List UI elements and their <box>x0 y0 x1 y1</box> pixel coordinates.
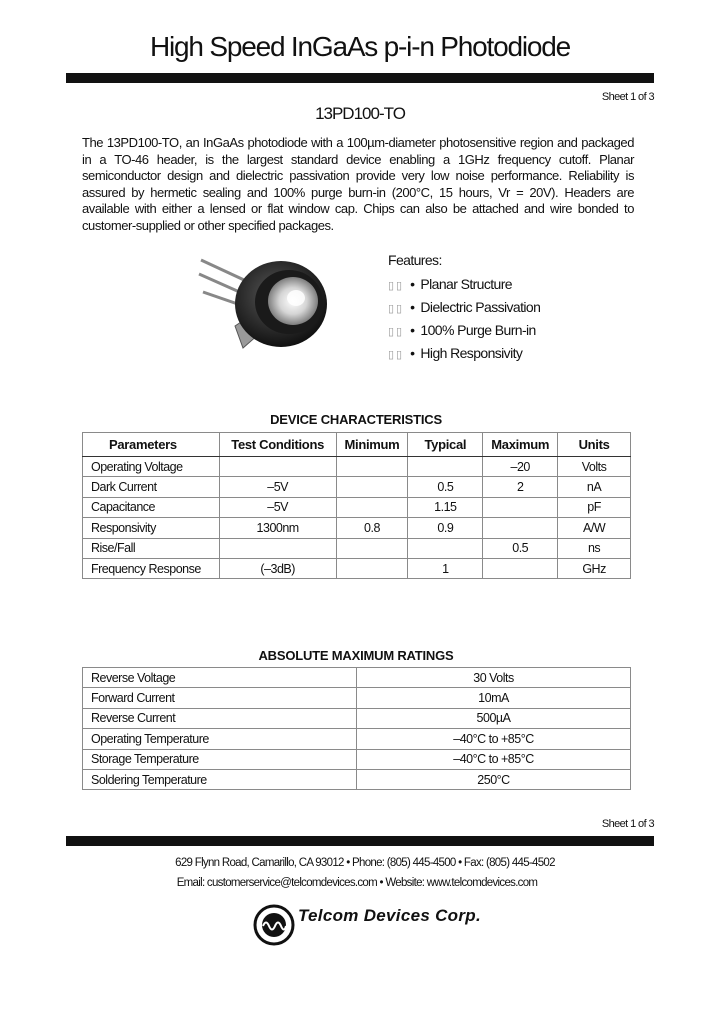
device-characteristics-title: DEVICE CHARACTERISTICS <box>270 412 442 427</box>
table-cell: A/W <box>558 518 631 538</box>
footer-sheet-indicator: Sheet 1 of 3 <box>601 818 654 830</box>
table-cell <box>336 558 408 578</box>
table-cell: 10mA <box>357 688 631 708</box>
checkbox-placeholder-icon: ▯▯ <box>388 280 405 292</box>
document-title: High Speed InGaAs p-i-n Photodiode <box>150 31 570 62</box>
feature-item: ▯▯ • 100% Purge Burn-in <box>388 322 536 338</box>
table-row <box>83 538 631 558</box>
table-cell: –40°C to +85°C <box>357 749 631 769</box>
company-name: Telcom Devices Corp. <box>298 906 481 925</box>
table-row <box>83 518 631 538</box>
table-cell: Reverse Voltage <box>83 668 357 688</box>
table-cell <box>219 538 336 558</box>
table-cell: 0.5 <box>483 538 558 558</box>
table-cell: –20 <box>483 457 558 477</box>
table-cell: 1 <box>408 558 483 578</box>
column-header: Test Conditions <box>219 433 336 457</box>
table-row <box>83 558 631 578</box>
bullet-icon: • <box>410 322 415 338</box>
bullet-icon: • <box>410 299 415 315</box>
table-cell <box>219 457 336 477</box>
column-header: Minimum <box>336 433 408 457</box>
table-cell: 1.15 <box>408 497 483 517</box>
table-cell <box>336 457 408 477</box>
column-header: Parameters <box>83 433 220 457</box>
features-list <box>388 275 540 367</box>
table-cell: 2 <box>483 477 558 497</box>
absolute-maximum-ratings-table <box>82 667 631 790</box>
bullet-icon: • <box>410 276 415 292</box>
company-address: 629 Flynn Road, Camarillo, CA 93012 • Phone: (805) 445-4500 • Fax: (805) 445-4502 <box>175 857 555 869</box>
table-cell: GHz <box>558 558 631 578</box>
table-cell: Operating Temperature <box>83 729 357 749</box>
part-number: 13PD100-TO <box>315 104 405 123</box>
table-cell: Soldering Temperature <box>83 769 357 789</box>
table-cell: Dark Current <box>83 477 220 497</box>
feature-item: ▯▯ • High Responsivity <box>388 345 523 361</box>
table-cell: 1300nm <box>219 518 336 538</box>
table-cell <box>336 477 408 497</box>
table-cell <box>336 497 408 517</box>
table-cell <box>408 457 483 477</box>
features-heading: Features: <box>388 252 442 268</box>
table-cell: –5V <box>219 497 336 517</box>
checkbox-placeholder-icon: ▯▯ <box>388 349 405 361</box>
column-header: Units <box>558 433 631 457</box>
bullet-icon: • <box>410 345 415 361</box>
table-cell: Forward Current <box>83 688 357 708</box>
bottom-divider <box>66 836 654 846</box>
table-cell <box>408 538 483 558</box>
sheet-indicator: Sheet 1 of 3 <box>601 91 654 103</box>
table-row <box>83 708 631 728</box>
table-cell <box>336 538 408 558</box>
device-characteristics-table <box>82 432 631 579</box>
company-contact: Email: customerservice@telcomdevices.com • Website: www.telcomdevices.com <box>176 877 538 889</box>
checkbox-placeholder-icon: ▯▯ <box>388 326 405 338</box>
table-row <box>83 668 631 688</box>
table-cell: Volts <box>558 457 631 477</box>
table-cell: Capacitance <box>83 497 220 517</box>
table-cell: –5V <box>219 477 336 497</box>
table-cell: Rise/Fall <box>83 538 220 558</box>
table-cell: Reverse Current <box>83 708 357 728</box>
table-cell: Operating Voltage <box>83 457 220 477</box>
table-cell: Frequency Response <box>83 558 220 578</box>
table-cell: –40°C to +85°C <box>357 729 631 749</box>
table-cell <box>483 497 558 517</box>
table-row <box>83 497 631 517</box>
checkbox-placeholder-icon: ▯▯ <box>388 303 405 315</box>
table-cell: (–3dB) <box>219 558 336 578</box>
table-row <box>83 477 631 497</box>
absolute-maximum-ratings-title: ABSOLUTE MAXIMUM RATINGS <box>258 648 454 663</box>
intro-paragraph: The 13PD100-TO, an InGaAs photodiode with a 100µm-diameter photosensitive region and packaged in a TO-46 header, is the largest standard device enabling a 1GHz frequency cutoff. Planar semiconductor design and dielectric passivation provide very low noise performance. Reliability is assured by hermetic sealing and 100% purge burn-in (200°C, 15 hours, Vr = 20V). Headers are available with either a lensed or flat window cap. Chips can also be attached and wire bonded to customer-supplied or other specified packages. <box>82 135 634 233</box>
feature-item: ▯▯ • Dielectric Passivation <box>388 299 541 315</box>
table-cell: 30 Volts <box>357 668 631 688</box>
table-row <box>83 688 631 708</box>
table-cell <box>483 518 558 538</box>
table-cell: 250°C <box>357 769 631 789</box>
photodiode-image <box>195 248 330 358</box>
table-cell: Responsivity <box>83 518 220 538</box>
table-row <box>83 729 631 749</box>
column-header: Typical <box>408 433 483 457</box>
table-cell: 0.9 <box>408 518 483 538</box>
table-row <box>83 769 631 789</box>
table-row <box>83 457 631 477</box>
table-cell: 0.5 <box>408 477 483 497</box>
table-header-row <box>83 433 631 457</box>
table-row <box>83 749 631 769</box>
top-divider <box>66 73 654 83</box>
table-cell <box>483 558 558 578</box>
table-cell: nA <box>558 477 631 497</box>
column-header: Maximum <box>483 433 558 457</box>
company-logo-icon <box>253 902 295 948</box>
table-cell: Storage Temperature <box>83 749 357 769</box>
table-cell: 500µA <box>357 708 631 728</box>
table-cell: 0.8 <box>336 518 408 538</box>
table-cell: pF <box>558 497 631 517</box>
feature-item: ▯▯ • Planar Structure <box>388 276 512 292</box>
table-cell: ns <box>558 538 631 558</box>
